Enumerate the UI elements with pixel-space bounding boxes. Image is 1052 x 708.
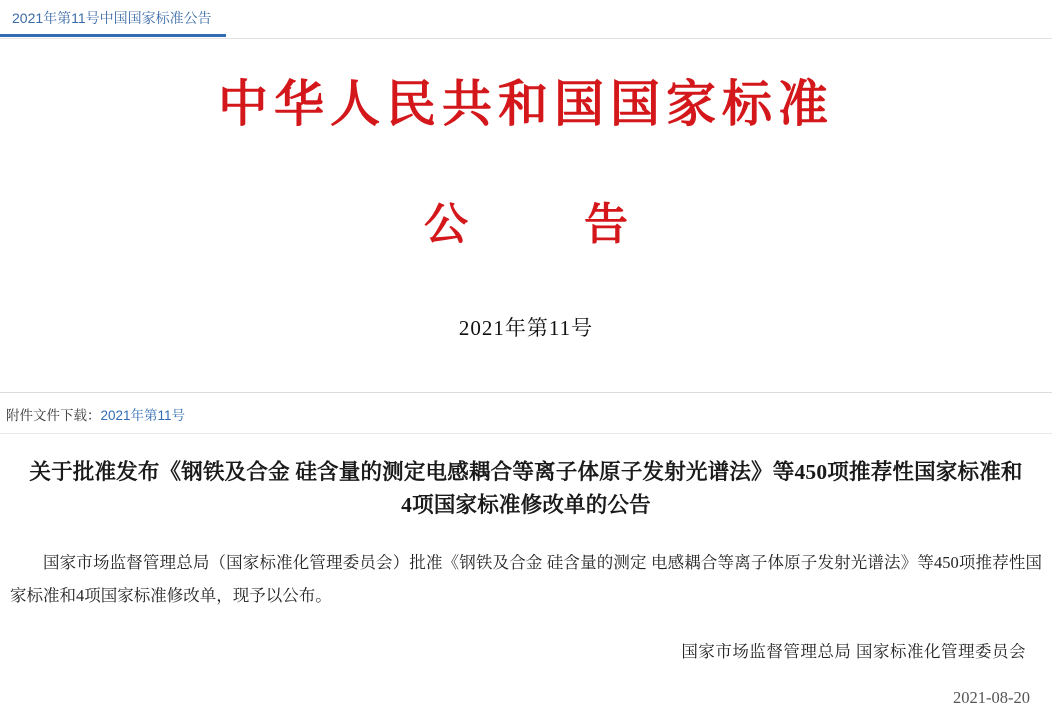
attachment-label: 附件文件下载： [6,407,101,423]
tab-bar [0,0,1052,39]
issue-number: 2021年第11号 [458,315,594,340]
attachment-row [0,393,1052,434]
tab-standard-announcement[interactable]: 2021年第11号中国国家标准公告 [0,0,226,37]
document-signature: 国家市场监督管理总局 国家标准化管理委员会 [681,642,1026,662]
document-title: 关于批准发布《钢铁及合金 硅含量的测定电感耦合等离子体原子发射光谱法》等450项推荐性国家标准和4项国家标准修改单的公告 [29,459,1023,517]
document-body: 国家市场监督管理总局（国家标准化管理委员会）批准《钢铁及合金 硅含量的测定 电感耦合等离子体原子发射光谱法》等450项推荐性国家标准和4项国家标准修改单，现予以公布。 [10,553,1043,606]
document-date: 2021-08-20 [953,688,1030,708]
attachment-download-link[interactable]: 2021年第11号 [100,407,186,423]
page-title: 中华人民共和国国家标准 [218,76,834,132]
announcement-header [0,39,1052,342]
page-subtitle: 公 告 [424,199,664,249]
